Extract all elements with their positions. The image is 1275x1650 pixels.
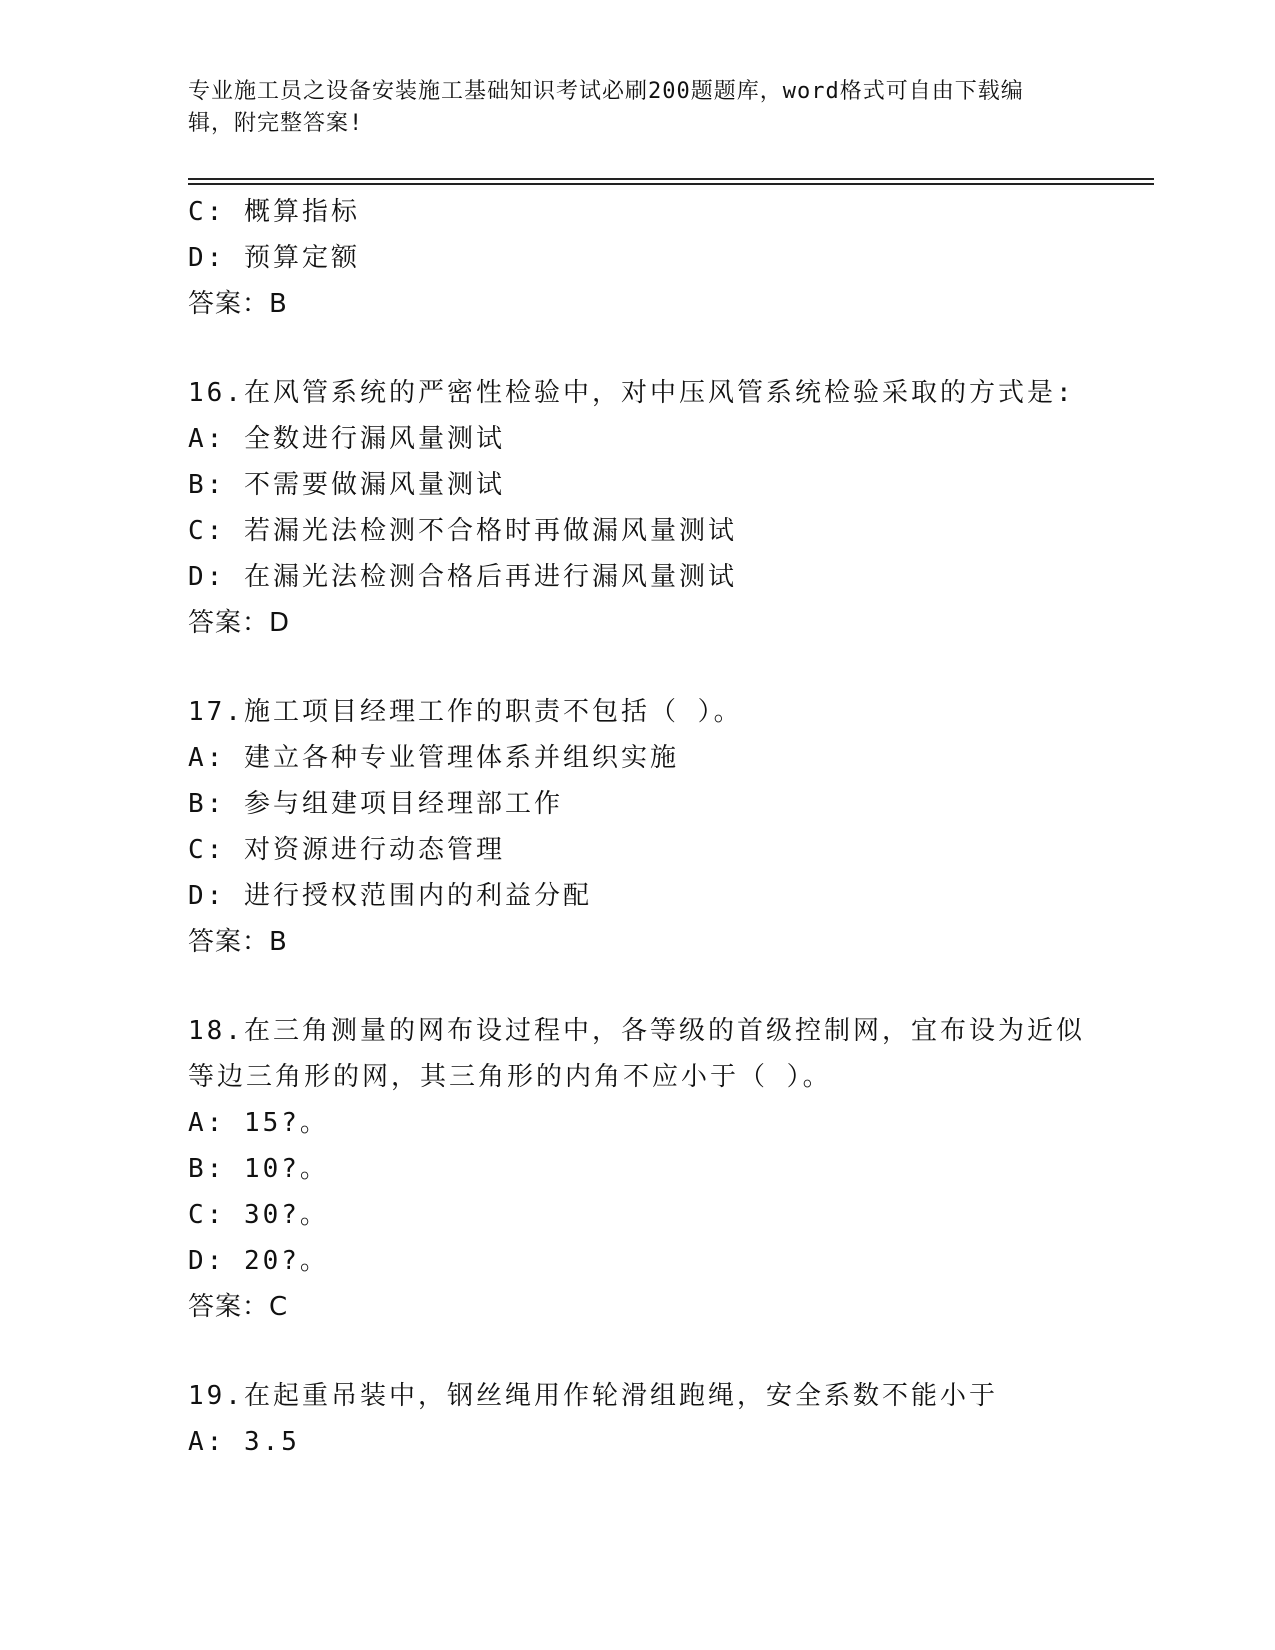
option-c: C: 对资源进行动态管理 <box>188 835 505 865</box>
option-c: C: 概算指标 <box>188 197 360 227</box>
answer-line: 答案：C <box>188 1292 289 1322</box>
option-a: A: 15?。 <box>188 1108 329 1138</box>
question-19 <box>188 1373 1088 1465</box>
question-text: 18.在三角测量的网布设过程中，各等级的首级控制网，宜布设为近似等边三角形的网，其三角形的内角不应小于（ ）。 <box>188 1016 1085 1092</box>
question-content <box>188 189 1088 1465</box>
option-b: B: 10?。 <box>188 1154 329 1184</box>
answer-line: 答案：B <box>188 927 288 957</box>
question-17 <box>188 689 1088 965</box>
header-divider-bottom <box>188 183 1154 185</box>
question-text: 17.施工项目经理工作的职责不包括（ ）。 <box>188 697 743 727</box>
option-d: D: 进行授权范围内的利益分配 <box>188 881 592 911</box>
option-d: D: 在漏光法检测合格后再进行漏风量测试 <box>188 562 737 592</box>
option-a: A: 全数进行漏风量测试 <box>188 424 505 454</box>
option-a: A: 3.5 <box>188 1427 300 1457</box>
header-divider-top <box>188 178 1154 180</box>
option-d: D: 预算定额 <box>188 243 360 273</box>
question-15-continued <box>188 189 1088 327</box>
option-b: B: 不需要做漏风量测试 <box>188 470 505 500</box>
option-d: D: 20?。 <box>188 1246 329 1276</box>
option-b: B: 参与组建项目经理部工作 <box>188 789 563 819</box>
option-a: A: 建立各种专业管理体系并组织实施 <box>188 743 679 773</box>
question-16 <box>188 370 1088 646</box>
option-c: C: 若漏光法检测不合格时再做漏风量测试 <box>188 516 737 546</box>
question-text: 16.在风管系统的严密性检验中，对中压风管系统检验采取的方式是: <box>188 378 1075 408</box>
question-18 <box>188 1008 1088 1330</box>
option-c: C: 30?。 <box>188 1200 329 1230</box>
document-header-title: 专业施工员之设备安装施工基础知识考试必刷200题题库，word格式可自由下载编辑，附完整答案! <box>188 79 1024 136</box>
answer-line: 答案：B <box>188 289 288 319</box>
answer-line: 答案：D <box>188 608 291 638</box>
question-text: 19.在起重吊装中，钢丝绳用作轮滑组跑绳，安全系数不能小于 <box>188 1381 998 1411</box>
